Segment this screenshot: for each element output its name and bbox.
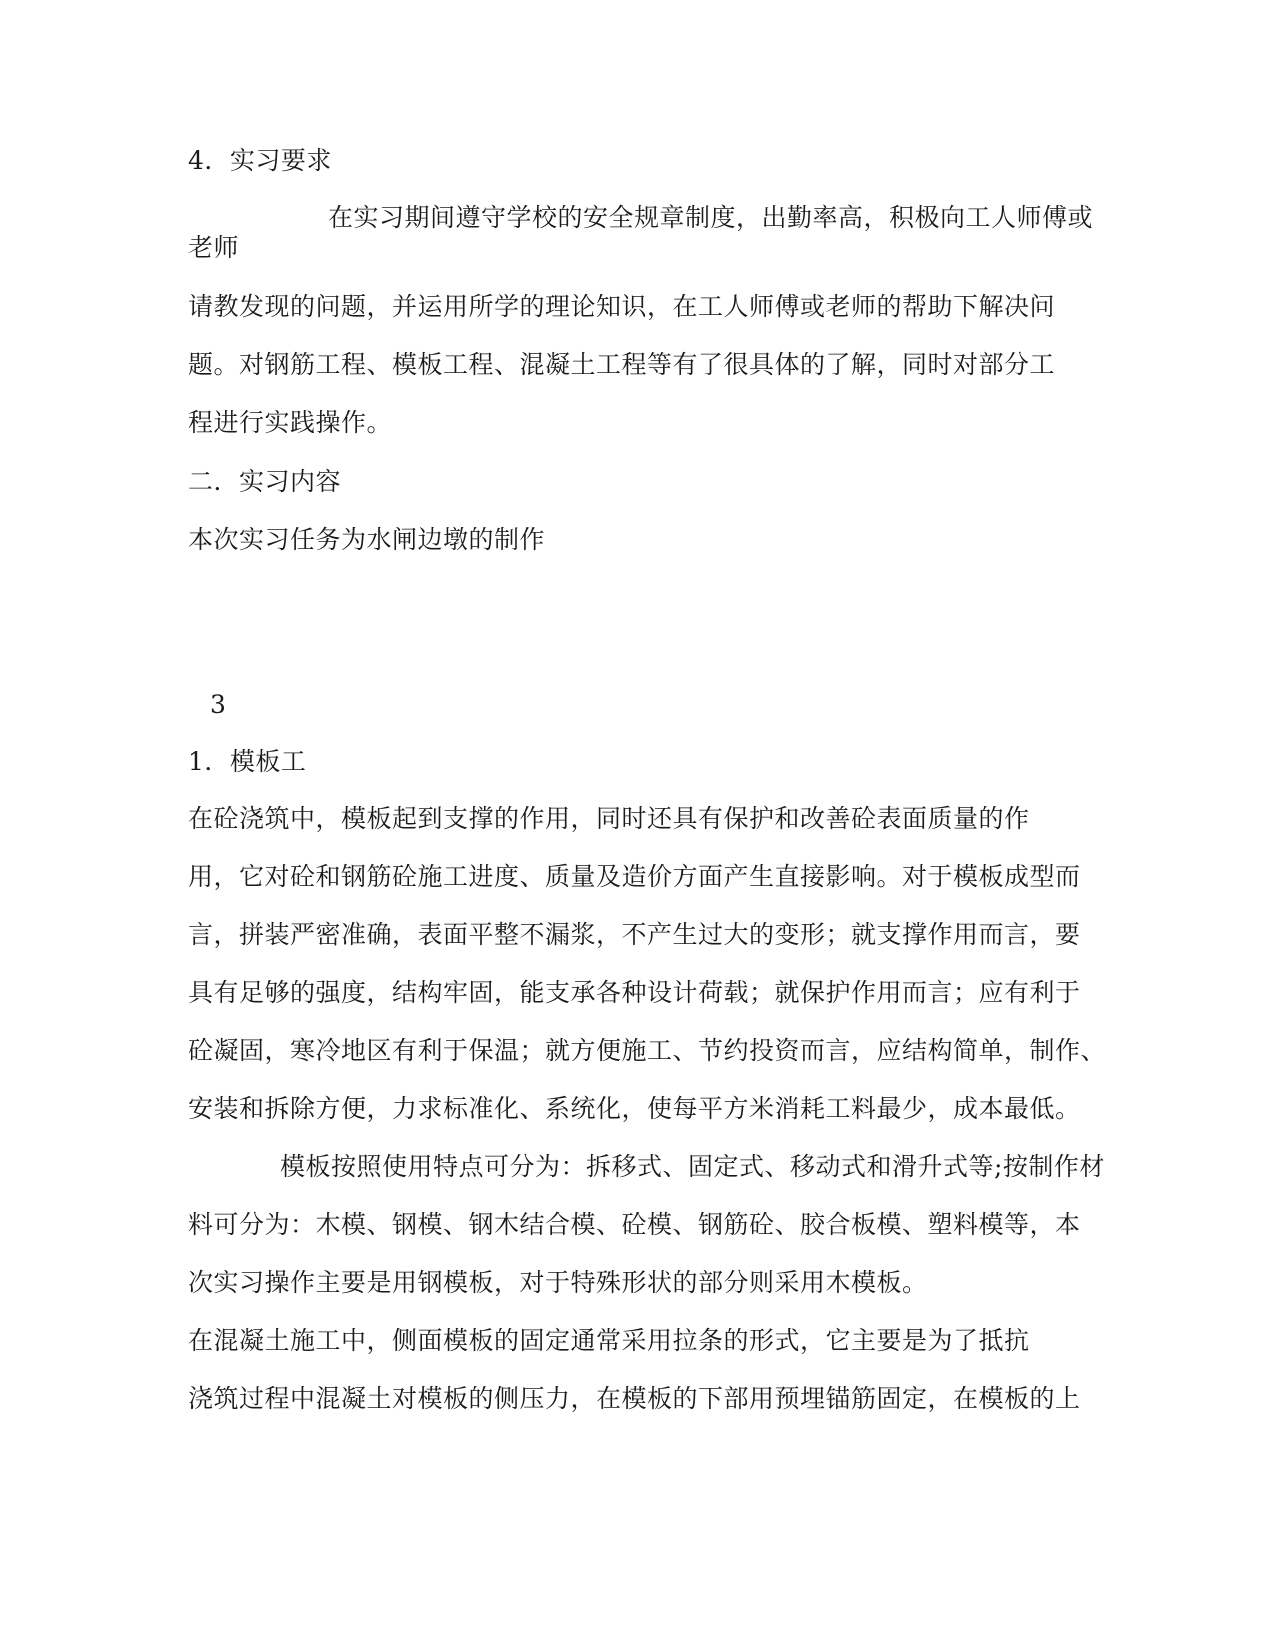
paragraph-line: 次实习操作主要是用钢模板，对于特殊形状的部分则采用木模板。 <box>188 1268 928 1297</box>
paragraph-line: 砼凝固，寒冷地区有利于保温；就方便施工、节约投资而言，应结构简单，制作、 <box>188 1036 1107 1065</box>
paragraph-line: 请教发现的问题，并运用所学的理论知识，在工人师傅或老师的帮助下解决问 <box>188 292 1056 321</box>
paragraph-line: 在混凝土施工中，侧面模板的固定通常采用拉条的形式，它主要是为了抵抗 <box>188 1326 1030 1355</box>
paragraph-line: 模板按照使用特点可分为：拆移式、固定式、移动式和滑升式等;按制作材 <box>280 1152 1105 1181</box>
paragraph-line: 程进行实践操作。 <box>188 408 393 437</box>
paragraph-line: 在实习期间遵守学校的安全规章制度，出勤率高，积极向工人师傅或 <box>328 203 1094 232</box>
section-heading-content: 二．实习内容 <box>188 467 342 496</box>
paragraph-line: 老师 <box>188 233 240 262</box>
paragraph-line: 具有足够的强度，结构牢固，能支承各种设计荷载；就保护作用而言；应有利于 <box>188 978 1081 1007</box>
paragraph-line: 浇筑过程中混凝土对模板的侧压力，在模板的下部用预埋锚筋固定，在模板的上 <box>188 1384 1081 1413</box>
paragraph-line: 题。对钢筋工程、模板工程、混凝土工程等有了很具体的了解，同时对部分工 <box>188 350 1056 379</box>
paragraph-line: 料可分为：木模、钢模、钢木结合模、砼模、钢筋砼、胶合板模、塑料模等，本 <box>188 1210 1081 1239</box>
paragraph-line: 言，拼装严密准确，表面平整不漏浆，不产生过大的变形；就支撑作用而言，要 <box>188 920 1081 949</box>
paragraph-line: 安装和拆除方便，力求标准化、系统化，使每平方米消耗工料最少，成本最低。 <box>188 1094 1081 1123</box>
paragraph-line: 用，它对砼和钢筋砼施工进度、质量及造价方面产生直接影响。对于模板成型而 <box>188 862 1081 891</box>
page-number: 3 <box>210 690 227 719</box>
subheading-formwork: 1．模板工 <box>188 747 307 776</box>
task-line: 本次实习任务为水闸边墩的制作 <box>188 525 546 554</box>
section-heading-requirements: 4．实习要求 <box>188 146 332 175</box>
paragraph-line: 在砼浇筑中，模板起到支撑的作用，同时还具有保护和改善砼表面质量的作 <box>188 804 1030 833</box>
